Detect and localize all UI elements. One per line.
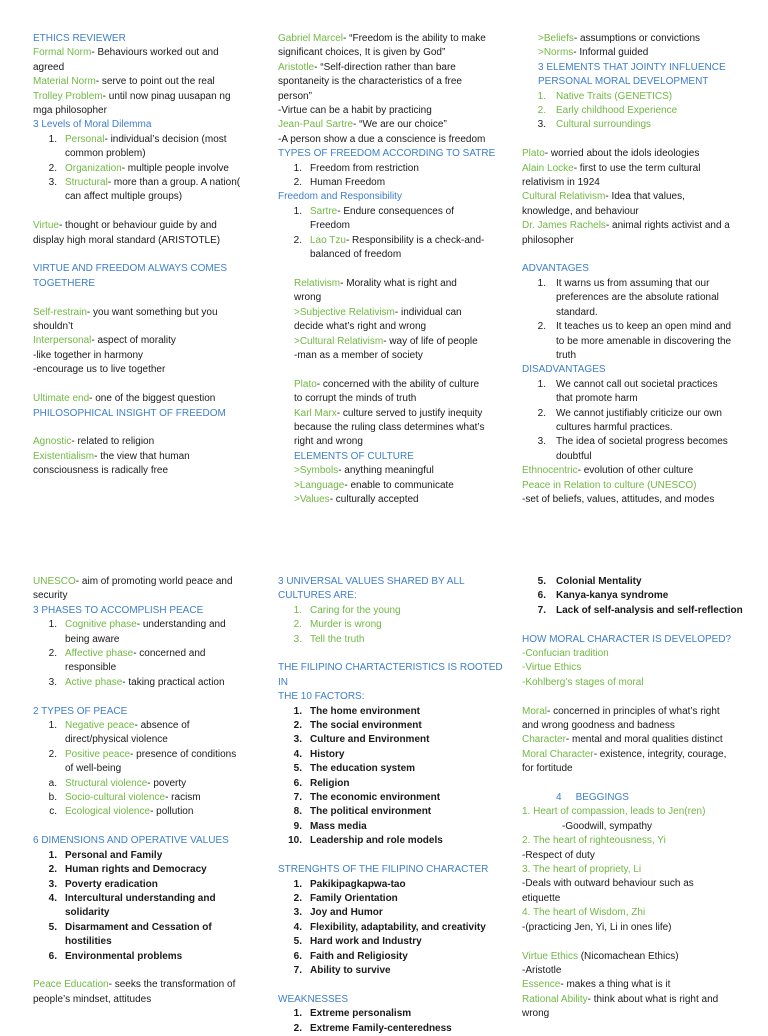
section-heading: WEAKNESSES (278, 993, 349, 1005)
term: 4. The heart of Wisdom, Zhi (522, 907, 646, 919)
definition: -encourage us to live together (33, 364, 166, 376)
definition: - thought or behaviour guide by and (58, 220, 217, 232)
definition: - the view that human (94, 450, 190, 462)
term: >Cultural Relativism (294, 335, 384, 347)
definition: and wrong goodness and badness (522, 720, 675, 732)
section-heading: TYPES OF FREEDOM ACCORDING TO SATRE (278, 148, 496, 160)
list-item: 6. Environmental problems (48, 950, 183, 962)
definition: to corrupt the minds of truth (294, 393, 417, 405)
definition: truth (556, 349, 577, 361)
list-item: a. Structural violence- poverty (48, 777, 187, 789)
list-item: 3. Structural- more than a group. A nation( (48, 177, 241, 189)
definition: agreed (33, 61, 65, 73)
definition: - mental and moral qualities distinct (565, 734, 723, 746)
definition: Freedom (310, 220, 351, 232)
definition: - Behaviours worked out and (91, 47, 219, 59)
definition: of well-being (65, 763, 122, 775)
term: Peace in Relation to culture (UNESCO) (522, 479, 697, 491)
term: Formal Norm (33, 47, 92, 59)
list-item: 3. The idea of societal progress becomes (537, 436, 728, 448)
term: Ethnocentric (522, 465, 578, 477)
term: Peace Education (33, 979, 109, 991)
term: Trolley Problem (33, 90, 103, 102)
section-heading: ELEMENTS OF CULTURE (294, 450, 414, 462)
definition: -set of beliefs, values, attitudes, and modes (522, 493, 715, 505)
term: >Subjective Relativism (294, 306, 395, 318)
section-heading: HOW MORAL CHARACTER IS DEVELOPED? (522, 633, 732, 645)
definition: -A person show a due a conscience is freedom (278, 133, 486, 145)
definition: people’s mindset, attitudes (33, 993, 152, 1005)
term: Virtue Ethics (522, 950, 578, 962)
definition: decide what’s right and wrong (294, 321, 427, 333)
definition: - culturally accepted (329, 493, 419, 505)
definition: - “We are our choice” (353, 119, 447, 131)
definition: - evolution of other culture (577, 465, 694, 477)
list-item: 4. History (293, 748, 345, 760)
section-heading: 3 ELEMENTS THAT JOINTY INFLUENCE (538, 61, 726, 73)
definition: responsible (65, 662, 117, 674)
definition: -Goodwill, sympathy (562, 820, 653, 832)
factor-list (278, 705, 508, 849)
list-item: 10. Leadership and role models (288, 835, 443, 847)
term: Gabriel Marcel (278, 33, 344, 44)
section-heading: Freedom and Responsibility (278, 191, 402, 203)
term: 1. Heart of compassion, leads to Jen(ren) (522, 806, 706, 818)
definition: - “Freedom is the ability to make (343, 33, 486, 44)
list-item: 5. Disarmament and Cessation of (48, 921, 212, 933)
term: Essence (522, 979, 561, 991)
definition: can affect multiple groups) (65, 191, 183, 203)
term: Plato (522, 148, 545, 160)
term: >Language (294, 479, 345, 491)
definition: -Deals with outward behaviour such as (522, 878, 694, 890)
term: Virtue (33, 220, 59, 232)
definition: - Morality what is right and (340, 277, 457, 289)
definition: cultures harmful practices. (556, 421, 673, 433)
definition: philosopher (522, 234, 574, 246)
list-item: 1. Extreme personalism (293, 1008, 412, 1020)
definition: -Respect of duty (522, 849, 595, 861)
column-2 (278, 32, 503, 507)
definition: - enable to communicate (344, 479, 454, 491)
definition: - think about what is right and (587, 993, 719, 1005)
definition: - related to religion (71, 436, 155, 448)
definition: - aspect of morality (91, 335, 176, 347)
list-item: c. Ecological violence- pollution (49, 806, 194, 818)
list-item: 2. Murder is wrong (293, 619, 382, 631)
list-item: 1. We cannot call out societal practices (537, 378, 718, 390)
definition: - Idea that values, (605, 191, 685, 203)
list-item: 1. Native Traits (GENETICS) (537, 90, 673, 102)
list-item: 2. Early childhood Experience (537, 105, 678, 117)
list-item: b. Socio-cultural violence- racism (48, 792, 201, 804)
definition: - concerned with the ability of culture (316, 378, 480, 390)
term: Moral Character (522, 748, 594, 760)
list-item: 2. Affective phase- concerned and (48, 648, 206, 660)
definition: relativism in 1924 (522, 177, 600, 189)
definition: right and wrong (294, 436, 363, 448)
definition: knowledge, and behaviour (522, 205, 639, 217)
list-item: 7. Ability to survive (293, 964, 391, 976)
definition: mga philosopher (33, 105, 107, 117)
definition: consciousness is radically free (33, 465, 169, 477)
list-item: 2. Lao Tzu- Responsibility is a check-and- (293, 234, 485, 246)
list-item: 3. Tell the truth (293, 633, 365, 645)
term: -Virtue Ethics (522, 662, 582, 674)
term: UNESCO (33, 576, 76, 587)
definition: - seeks the transformation of (108, 979, 236, 991)
definition: wrong (294, 292, 322, 304)
list-item: 2. Family Orientation (293, 892, 398, 904)
definition: being aware (65, 633, 120, 645)
column-3 (522, 32, 762, 507)
list-item: 2. The social environment (293, 720, 422, 732)
term: Existentialism (33, 450, 95, 462)
term: Cultural Relativism (522, 191, 606, 203)
list-item: 2. Human rights and Democracy (48, 864, 207, 876)
term: -Confucian tradition (522, 648, 609, 660)
list-item: 6. Faith and Religiosity (293, 950, 408, 962)
list-item: 3. Joy and Humor (293, 907, 383, 919)
definition: direct/physical violence (65, 734, 168, 746)
section-heading: 4 BEGGINGS (556, 792, 629, 804)
definition: to be more amenable in discovering the (556, 335, 732, 347)
definition: balanced of freedom (310, 249, 402, 261)
list-item: 6. Kanya-kanya syndrome (537, 590, 669, 602)
section-heading: TOGETHERE (33, 277, 96, 289)
term: Jean-Paul Sartre (278, 119, 354, 131)
definition: spontaneity is the characteristics of a free (278, 76, 462, 88)
section-heading: PERSONAL MORAL DEVELOPMENT (538, 76, 709, 88)
definition: hostilities (65, 936, 112, 948)
definition: - anything meaningful (338, 465, 434, 477)
definition: - aim of promoting world peace and (75, 576, 233, 587)
section-heading: VIRTUE AND FREEDOM ALWAYS COMES (33, 263, 228, 275)
term: -Kohlberg’s stages of moral (522, 676, 644, 688)
term: Self-restrain (33, 306, 87, 318)
list-item: 5. Hard work and Industry (293, 936, 422, 948)
document-title: ETHICS REVIEWER (33, 33, 126, 44)
definition: shouldn’t (33, 321, 74, 333)
definition: because the ruling class determines what’s (294, 421, 485, 433)
definition: -Aristotle (522, 964, 562, 976)
list-item: 7. The economic environment (293, 792, 441, 804)
list-item: 3. Active phase- taking practical action (48, 676, 225, 688)
definition: that promote harm (556, 393, 638, 405)
definition: - serve to point out the real (95, 76, 215, 88)
list-item: 9. Mass media (293, 820, 367, 832)
section-heading: CULTURES ARE: (278, 590, 357, 602)
column-6 (522, 575, 762, 1022)
definition: standard. (556, 306, 598, 318)
term: Material Norm (33, 76, 96, 88)
section-heading: THE FILIPINO CHARTACTERISTICS IS ROOTED IN (278, 662, 503, 688)
section-heading: DISADVANTAGES (522, 364, 606, 376)
definition: common problem) (65, 148, 146, 160)
term: >Beliefs (538, 33, 574, 44)
column-4 (33, 575, 258, 1007)
definition: - one of the biggest question (89, 393, 216, 405)
term: Plato (294, 378, 317, 390)
section-heading: 3 PHASES TO ACCOMPLISH PEACE (33, 604, 204, 616)
section-heading: THE 10 FACTORS: (278, 691, 365, 703)
definition: wrong (522, 1008, 550, 1020)
term: >Symbols (294, 465, 339, 477)
column-1 (33, 32, 258, 479)
section-heading: STRENGHTS OF THE FILIPINO CHARACTER (278, 864, 489, 876)
definition: security (33, 590, 68, 602)
definition: - makes a thing what is it (560, 979, 671, 991)
definition: - assumptions or convictions (573, 33, 701, 44)
definition: -like together in harmony (33, 349, 144, 361)
definition: - existence, integrity, courage, (593, 748, 727, 760)
definition: -man as a member of society (294, 349, 423, 361)
term: Moral (522, 705, 548, 717)
list-item: 4. Flexibility, adaptability, and creativity (293, 921, 486, 933)
term: Character (522, 734, 566, 746)
list-item: 1. The home environment (293, 705, 421, 717)
list-item: 1. Cognitive phase- understanding and (48, 619, 226, 631)
term: Relativism (294, 277, 341, 289)
definition: - worried about the idols ideologies (544, 148, 700, 160)
list-item: 1. It warns us from assuming that our (537, 277, 710, 289)
column-5 (278, 575, 508, 1036)
list-item: 4. Intercultural understanding and (48, 892, 216, 904)
list-item: 6. Religion (293, 777, 350, 789)
definition: significant choices, It is given by God” (278, 47, 446, 59)
list-item: 1. Negative peace- absence of (48, 720, 190, 732)
definition: -(practicing Jen, Yi, Li in ones life) (522, 921, 672, 933)
list-item: 1. Personal- individual’s decision (most (48, 133, 227, 145)
definition: -Virtue can be a habit by practicing (278, 105, 432, 117)
definition: preferences are the absolute rational (556, 292, 719, 304)
term: >Norms (538, 47, 574, 59)
list-item: 2. Positive peace- presence of conditions (48, 748, 237, 760)
definition: solidarity (65, 907, 110, 919)
term: >Values (294, 493, 330, 505)
list-item: 3. Cultural surroundings (537, 119, 652, 131)
list-item: 2. It teaches us to keep an open mind and (537, 321, 732, 333)
definition: display high moral standard (ARISTOTLE) (33, 234, 221, 246)
definition: doubtful (556, 450, 592, 462)
section-heading: 6 DIMENSIONS AND OPERATIVE VALUES (33, 835, 229, 847)
term: Rational Ability (522, 993, 588, 1005)
definition: etiquette (522, 892, 561, 904)
definition: (Nicomachean Ethics) (577, 950, 679, 962)
definition: - until now pinag uusapan ng (102, 90, 231, 102)
list-item: 1. Caring for the young (293, 604, 401, 616)
definition: - concerned in principles of what’s right (547, 705, 720, 717)
section-heading: ADVANTAGES (522, 263, 589, 275)
definition: - first to use the term cultural (573, 162, 701, 174)
section-heading: 3 UNIVERSAL VALUES SHARED BY ALL (278, 576, 465, 587)
section-heading: 3 Levels of Moral Dilemma (33, 119, 152, 131)
section-heading: 2 TYPES OF PEACE (33, 705, 128, 717)
definition: - culture served to justify inequity (336, 407, 483, 419)
definition: for fortitude (522, 763, 573, 775)
list-item: 8. The political environment (293, 806, 432, 818)
list-item: 2. Organization- multiple people involve (48, 162, 229, 174)
definition: - you want something but you (86, 306, 218, 318)
definition: - individual can (394, 306, 462, 318)
list-item: 2. Human Freedom (293, 177, 386, 189)
term: 2. The heart of righteousness, Yi (522, 835, 666, 847)
list-item: 2. Extreme Family-centeredness (293, 1022, 452, 1034)
term: Agnostic (33, 436, 72, 448)
definition: - Informal guided (573, 47, 649, 59)
list-item: 3. Poverty eradication (48, 878, 158, 890)
list-item: 1. Personal and Family (48, 849, 163, 861)
list-item: 5. The education system (293, 763, 416, 775)
term: 3. The heart of propriety, Li (522, 864, 642, 876)
term: Interpersonal (33, 335, 92, 347)
list-item: 7. Lack of self-analysis and self-reflection (537, 604, 743, 616)
definition: - “Self-direction rather than bare (314, 61, 456, 73)
term: Ultimate end (33, 393, 90, 405)
definition: - way of life of people (383, 335, 478, 347)
term: Karl Marx (294, 407, 337, 419)
term: Dr. James Rachels (522, 220, 606, 232)
list-item: 1. Sartre- Endure consequences of (293, 205, 454, 217)
list-item: 2. We cannot justifiably criticize our own (537, 407, 722, 419)
term: Aristotle (278, 61, 315, 73)
definition: person” (278, 90, 312, 102)
list-item: 1. Pakikipagkapwa-tao (293, 878, 406, 890)
list-item: 5. Colonial Mentality (537, 576, 642, 587)
section-heading: PHILOSOPHICAL INSIGHT OF FREEDOM (33, 407, 226, 419)
term: Alain Locke (522, 162, 574, 174)
list-item: 3. Culture and Environment (293, 734, 430, 746)
list-item: 1. Freedom from restriction (293, 162, 419, 174)
strength-list (278, 878, 508, 979)
definition: - animal rights activist and a (605, 220, 730, 232)
